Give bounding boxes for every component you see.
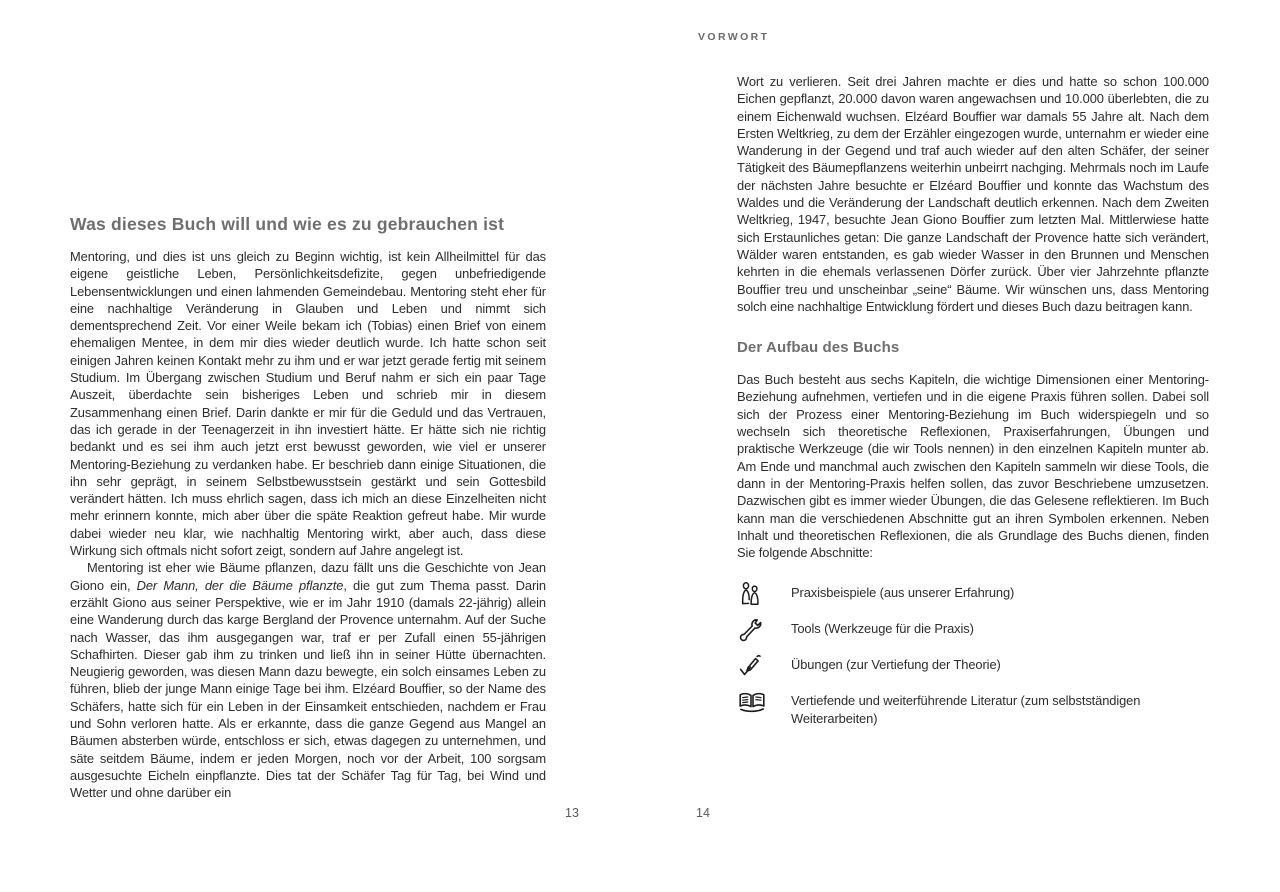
running-head: VORWORT bbox=[698, 31, 770, 43]
list-item-label: Tools (Werkzeuge für die Praxis) bbox=[791, 621, 974, 637]
list-item-label: Praxisbeispiele (aus unserer Erfahrung) bbox=[791, 585, 1015, 601]
list-item-label: Übungen (zur Vertiefung der Theorie) bbox=[791, 657, 1001, 673]
wrench-icon bbox=[737, 616, 791, 643]
page-number-left: 13 bbox=[565, 806, 579, 820]
paragraph-2-text-continued: , die gut zum Thema passt. Darin erzählt Giono aus seiner Perspektive, wie er im Jahr 1910 (damals 22-jährig) allein eine Wanderung durch das karge Bergland der Provence unternahm. Auf der Suche nach Wasser, das ihm ausgegangen war, traf er per Zufall einen 55-jährigen Schafhirten. Dieser gab ihm zu trinken und ließ ihn in seiner Hütte übernachten. Neugierig geworden, was diesen Mann dazu bewegte, ein solch einsames Leben zu führen, blieb der junge Mann einige Tage bei ihm. Elzéard Bouffier, so der Name des Schäfers, hatte sich für ein Leben in der Einsamkeit entschieden, nachdem er Frau und Sohn verloren hatte. Als er erkannte, dass die ganze Gegend aus Mangel an Bäumen absterben würde, entschloss er sich, etwas dagegen zu unternehmen, und säte seitdem Bäume, indem er jeden Morgen, noch vor der Arbeit, 100 sorgsam ausgesuchte Eicheln einpflanzte. Dies tat der Schäfer Tag für Tag, bei Wind und Wetter und ohne darüber ein bbox=[70, 577, 546, 801]
right-paragraph-1: Wort zu verlieren. Seit drei Jahren machte er dies und hatte so schon 100.000 Eichen gepflanzt, 20.000 davon waren angewachsen und 10.000 überlebten, die zu einem Eichenwald wuchsen. Elzéard Bouffier war damals 55 Jahre alt. Nach dem Ersten Weltkrieg, zu dem der Erzähler eingezogen wurde, unternahm er wieder eine Wanderung in der Gegend und traf auch wieder auf den alten Schäfer, der seiner Tätigkeit des Bäumepflanzens weiterhin unbeirrt nachging. Mehrmals noch im Laufe der nächsten Jahre besuchte er Elzéard Bouffier und konnte das Wachstum des Waldes und die Veränderung der Landschaft deutlich erkennen. Nach dem Zweiten Weltkrieg, 1947, besuchte Jean Giono Bouffier zum letzten Mal. Mittlerwiese hatte sich Erstaunliches getan: Die ganze Landschaft der Provence hatte sich verändert, Wälder waren entstanden, es gab wieder Wasser in den Brunnen und Menschen kehrten in die ehemals verlassenen Dörfer zurück. Über vier Jahrzehnte pflanzte Bouffier treu und unscheinbar „seine“ Bäume. Wir wünschen uns, dass Mentoring solch eine nachhaltige Entwicklung fördert und dieses Buch dazu beitragen kann. bbox=[737, 74, 1209, 314]
subsection-heading: Der Aufbau des Buchs bbox=[737, 339, 900, 357]
book-title-italic: Der Mann, der die Bäume pflanzte bbox=[136, 577, 344, 593]
list-item bbox=[737, 616, 1209, 643]
right-paragraph-2: Das Buch besteht aus sechs Kapiteln, die wichtige Dimensionen einer Mentoring-Beziehung aufnehmen, vertiefen und in die eigene Praxis führen sollen. Dabei soll sich der Prozess einer Mentoring-Beziehung im Buch widerspiegeln und so wechseln sich theoretische Reflexionen, Praxiserfahrungen, Übungen und praktische Werkzeuge (die wir Tools nennen) in den einzelnen Kapiteln munter ab. Am Ende und manchmal auch zwischen den Kapiteln sammeln wir diese Tools, die dann in der Mentoring-Praxis helfen sollen, das zuvor Beschriebene umzusetzen. Dazwischen gibt es immer wieder Übungen, die das Gelesene reflektieren. Im Buch kann man die verschiedenen Abschnitte gut an ihren Symbolen erkennen. Neben Inhalt und theoretischen Reflexionen, die als Grundlage des Buchs dienen, finden Sie folgende Abschnitte: bbox=[737, 372, 1209, 561]
page-right bbox=[737, 0, 1209, 736]
left-paragraph-1: Mentoring, und dies ist uns gleich zu Beginn wichtig, ist kein Allheilmittel für das eigene geistliche Leben, Persönlichkeitsdefizite, gegen unbefriedigende Lebensentwicklungen und einen lahmenden Gemeindebau. Mentoring steht eher für eine nachhaltige Veränderung in Glauben und Leben und nimmt sich dementsprechend Zeit. Vor einer Weile bekam ich (Tobias) einen Brief von einem ehemaligen Mentee, in dem mir dies wieder deutlich wurde. Ich hatte schon seit einigen Jahren keinen Kontakt mehr zu ihm und er war jetzt gerade fertig mit seinem Studium. Im Übergang zwischen Studium und Beruf nahm er sich ein paar Tage Auszeit, überdachte sein bisheriges Leben und schrieb mir in diesem Zusammenhang einen Brief. Darin dankte er mir für die Geduld und das Vertrauen, das ich gerade in der Teenagerzeit in ihn investiert hätte. Er hätte sich nie richtig bedankt und es sei ihm auch jetzt erst bewusst geworden, wie viel er unserer Mentoring-Beziehung zu verdanken habe. Er beschrieb dann einige Situationen, die ihn sehr geprägt, in seinem Selbstbewusstsein gestärkt und sein Gottesbild verändert hätten. Ich muss ehrlich sagen, dass ich mich an diese Einzelheiten nicht mehr erinnern konnte, mich aber über die späte Reaktion gefreut habe. Mir wurde dabei wieder neu klar, wie nachhaltig Mentoring wirkt, aber auch, dass diese Wirkung sich oftmals nicht sofort zeigt, sondern auf Jahre angelegt ist. bbox=[70, 249, 546, 559]
list-item bbox=[737, 688, 1209, 727]
paragraph-2-text: Mentoring ist eher wie Bäume pflanzen, dazu fällt uns die Geschichte von Jean Giono ein, bbox=[70, 560, 546, 593]
page-number-right: 14 bbox=[696, 806, 710, 820]
section-heading: Was dieses Buch will und wie es zu gebrauchen ist bbox=[70, 214, 505, 234]
list-item bbox=[737, 580, 1209, 607]
left-paragraph-2 bbox=[70, 559, 546, 801]
list-item bbox=[737, 652, 1209, 679]
two-people-icon bbox=[737, 580, 791, 607]
list-item-label: Vertiefende und weiterführende Literatur (zum selbstständigen Weiterarbeiten) bbox=[791, 693, 1141, 726]
pencil-check-icon bbox=[737, 652, 791, 679]
open-book-icon bbox=[737, 688, 791, 715]
symbol-list bbox=[737, 580, 1209, 727]
page-left bbox=[70, 214, 546, 802]
